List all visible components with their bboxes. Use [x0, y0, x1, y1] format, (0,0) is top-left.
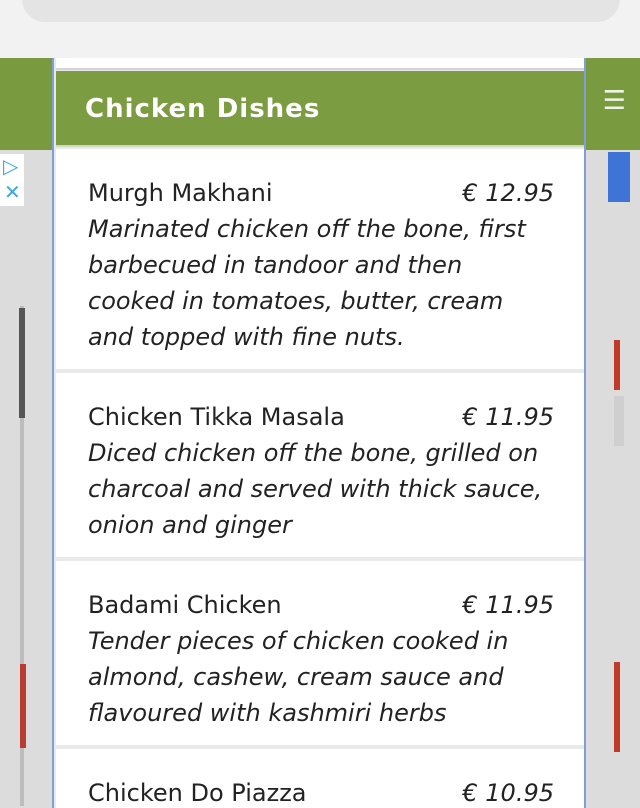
menu-modal[interactable] — [52, 58, 586, 808]
dish-price: € 10.95 — [462, 779, 554, 807]
background-button — [608, 152, 630, 202]
background-banner — [20, 664, 26, 748]
previous-dish-card — [56, 58, 584, 70]
section-title: Chicken Dishes — [85, 94, 321, 124]
dish-card — [56, 373, 584, 557]
dish-name: Murgh Makhani — [88, 179, 273, 207]
ad-choices-icon[interactable]: ▷ — [3, 154, 19, 178]
address-bar[interactable] — [22, 0, 620, 22]
dish-name: Chicken Tikka Masala — [88, 403, 345, 431]
hamburger-menu-icon[interactable]: ☰ — [602, 86, 626, 116]
dish-card — [56, 149, 584, 369]
dish-price: € 11.95 — [462, 591, 554, 619]
browser-toolbar — [0, 0, 640, 58]
dish-name: Chicken Do Piazza — [88, 779, 307, 807]
dish-price: € 11.95 — [462, 403, 554, 431]
background-banner — [614, 662, 620, 752]
dish-description: Marinated chicken off the bone, first barbecued in tandoor and then cooked in tomatoes, butter, cream and topped with fine nuts. — [88, 215, 526, 351]
dish-name: Badami Chicken — [88, 591, 282, 619]
dish-card — [56, 749, 584, 808]
background-banner — [614, 340, 620, 390]
dish-description: Diced chicken off the bone, grilled on charcoal and served with thick sauce, onion and ginger — [88, 439, 543, 539]
dish-price: € 12.95 — [462, 179, 554, 207]
section-header — [56, 71, 584, 147]
background-block — [614, 396, 624, 446]
close-icon[interactable]: ✕ — [4, 180, 21, 204]
dish-card — [56, 561, 584, 745]
background-image — [19, 308, 25, 418]
dish-description: Tender pieces of chicken cooked in almond, cashew, cream sauce and flavoured with kashmiri herbs — [88, 627, 509, 727]
